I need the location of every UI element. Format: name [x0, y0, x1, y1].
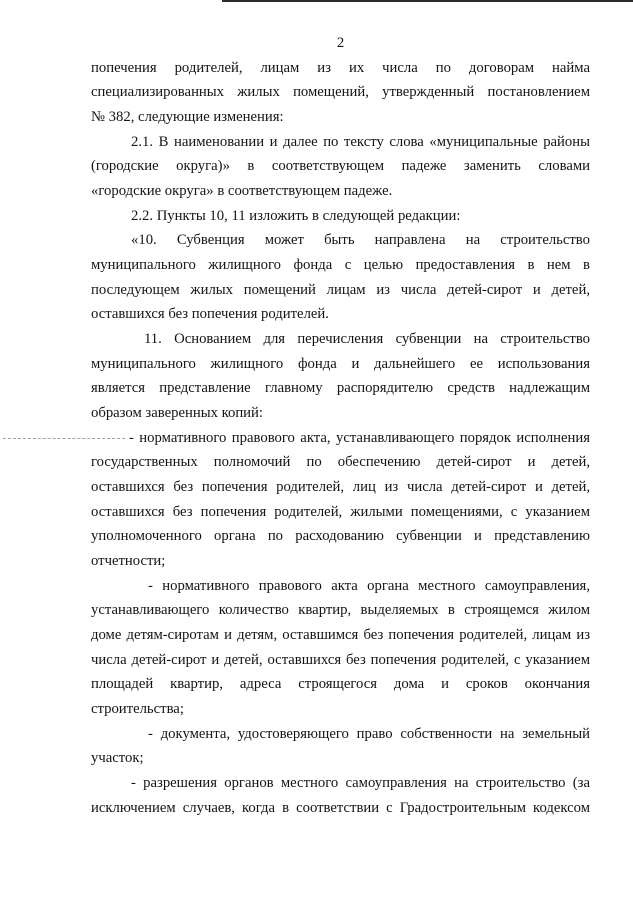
list-item-normative-act: [91, 426, 590, 574]
paragraph-2-1: [91, 130, 590, 204]
document-body: [91, 31, 590, 821]
text-line: «10. Субвенция может быть направлена на строительство: [131, 232, 590, 249]
text-line: муниципального жилищного фонда с целью предоставления в нем в: [91, 257, 590, 274]
text-line: отчетности;: [91, 553, 166, 570]
text-line: строительства;: [91, 701, 184, 718]
text-line: уполномоченного органа по расходованию субвенции и представлению: [91, 528, 590, 545]
list-item-land-ownership-document: [91, 722, 590, 771]
text-line: «городские округа» в соответствующем падеже.: [91, 183, 393, 200]
text-line: 2.1. В наименовании и далее по тексту слова «муниципальные районы: [131, 133, 590, 150]
list-item-local-government-act: [91, 574, 590, 722]
text-line: № 382, следующие изменения:: [91, 109, 284, 126]
text-line: специализированных жилых помещений, утвержденный постановлением: [91, 84, 590, 101]
text-line: оставшихся без попечения родителей, лиц из числа детей-сирот и детей,: [91, 479, 590, 496]
paragraph-item-10: [91, 228, 590, 327]
text-line: участок;: [91, 750, 144, 767]
text-line: - разрешения органов местного самоуправления на строительство (за: [131, 775, 590, 792]
text-line: числа детей-сирот и детей, оставшихся без попечения родителей, с указанием: [91, 651, 590, 668]
text-line: государственных полномочий по обеспечению детей-сирот и детей,: [91, 454, 590, 471]
text-line: доме детям-сиротам и детям, оставшимся без попечения родителей, лицам из: [91, 627, 590, 644]
text-line: 2.2. Пункты 10, 11 изложить в следующей редакции:: [131, 207, 461, 224]
paragraph-intro-continuation: [91, 56, 590, 130]
text-line: площадей квартир, адреса строящегося дома и сроков окончания: [91, 676, 590, 693]
text-line: является представление главному распорядителю средств надлежащим: [91, 380, 590, 397]
list-item-construction-permit: [91, 771, 590, 820]
paragraph-item-11: [91, 327, 590, 426]
text-line: оставшихся без попечения родителей, жилыми помещениями, с указанием: [91, 503, 590, 520]
text-line: 11. Основанием для перечисления субвенции на строительство: [144, 331, 590, 348]
scan-top-edge-line: [222, 0, 633, 2]
text-line: - нормативного правового акта, устанавливающего порядок исполнения: [129, 429, 590, 446]
paragraph-2-2: [91, 204, 590, 229]
text-line: муниципального жилищного фонда и дальнейшего ее использования: [91, 355, 590, 372]
text-line: попечения родителей, лицам из их числа по договорам найма: [91, 59, 590, 76]
page-number: 2: [336, 35, 345, 51]
text-line: - документа, удостоверяющего право собственности на земельный: [148, 725, 590, 742]
text-line: (городские округа)» в соответствующем падеже заменить словами: [91, 158, 590, 175]
text-line: оставшихся без попечения родителей.: [91, 306, 329, 323]
text-line: - нормативного правового акта органа местного самоуправления,: [148, 577, 590, 594]
text-line: последующем жилых помещений лицам из числа детей-сирот и детей,: [91, 281, 590, 298]
text-line: исключением случаев, когда в соответствии с Градостроительным кодексом: [91, 799, 590, 816]
text-line: образом заверенных копий:: [91, 405, 263, 422]
text-line: устанавливающего количество квартир, выделяемых в строящемся жилом: [91, 602, 590, 619]
